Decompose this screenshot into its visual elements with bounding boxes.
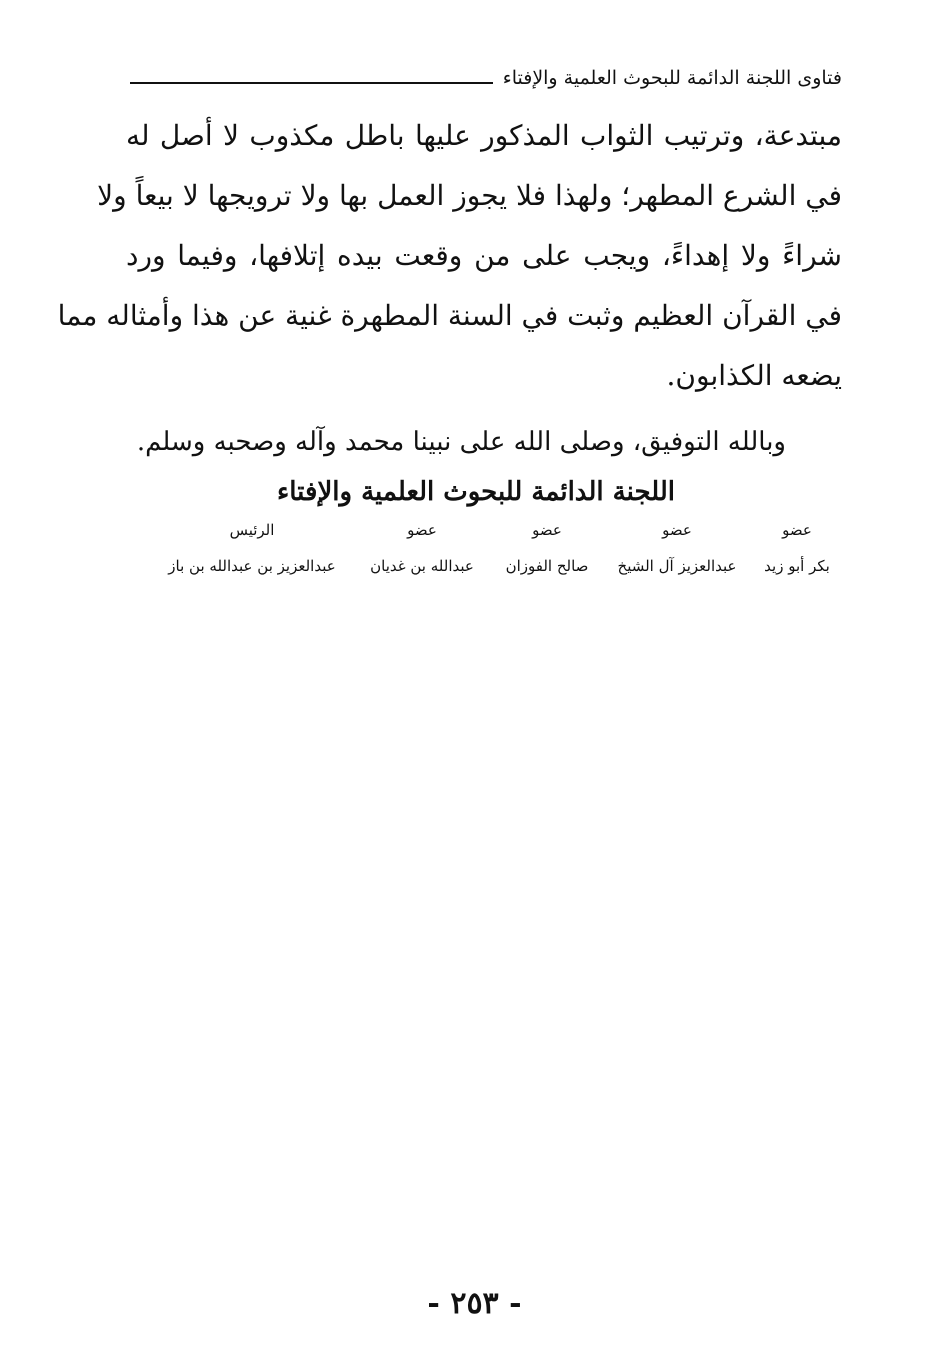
- signatory-role: عضو: [532, 521, 562, 539]
- page-number: - ٢٥٣ -: [427, 1286, 522, 1321]
- signatory-name: صالح الفوزان: [505, 557, 589, 575]
- body-line: في الشرع المطهر؛ ولهذا فلا يجوز العمل بها ولا ترويجها لا بيعاً ولا: [97, 179, 842, 212]
- closing-formula: وبالله التوفيق، وصلى الله على نبينا محمد وآله وصحبه وسلم.: [136, 427, 786, 457]
- signatory-name: عبدالعزيز بن عبدالله بن باز: [168, 557, 336, 575]
- signatory: [352, 518, 492, 578]
- body-line: يضعه الكذابون.: [666, 359, 842, 392]
- signatory-role: الرئيس: [229, 521, 275, 539]
- signatory-name: عبدالعزيز آل الشيخ: [617, 557, 737, 575]
- signatory-role: عضو: [662, 521, 692, 539]
- signatory: [492, 518, 602, 578]
- signatory: [602, 518, 752, 578]
- signatory: [152, 518, 352, 578]
- body-line: مبتدعة، وترتيب الثواب المذكور عليها باطل مكذوب لا أصل له: [126, 119, 842, 152]
- committee-name: اللجنة الدائمة للبحوث العلمية والإفتاء: [277, 477, 675, 507]
- signatory-role: عضو: [782, 521, 812, 539]
- signatory-name: عبدالله بن غديان: [370, 557, 474, 575]
- running-header-title: فتاوى اللجنة الدائمة للبحوث العلمية والإفتاء: [502, 67, 842, 89]
- body-line: شراءً ولا إهداءً، ويجب على من وقعت بيده إتلافها، وفيما ورد: [126, 239, 842, 272]
- signatory: [752, 518, 842, 578]
- signatory-role: عضو: [407, 521, 437, 539]
- body-line: في القرآن العظيم وثبت في السنة المطهرة غنية عن هذا وأمثاله مما: [57, 299, 842, 332]
- running-header: [130, 58, 842, 92]
- signatories: [130, 518, 842, 578]
- fatwa-body: [57, 106, 842, 406]
- header-rule: [130, 82, 493, 84]
- signatory-name: بكر أبو زيد: [764, 557, 830, 575]
